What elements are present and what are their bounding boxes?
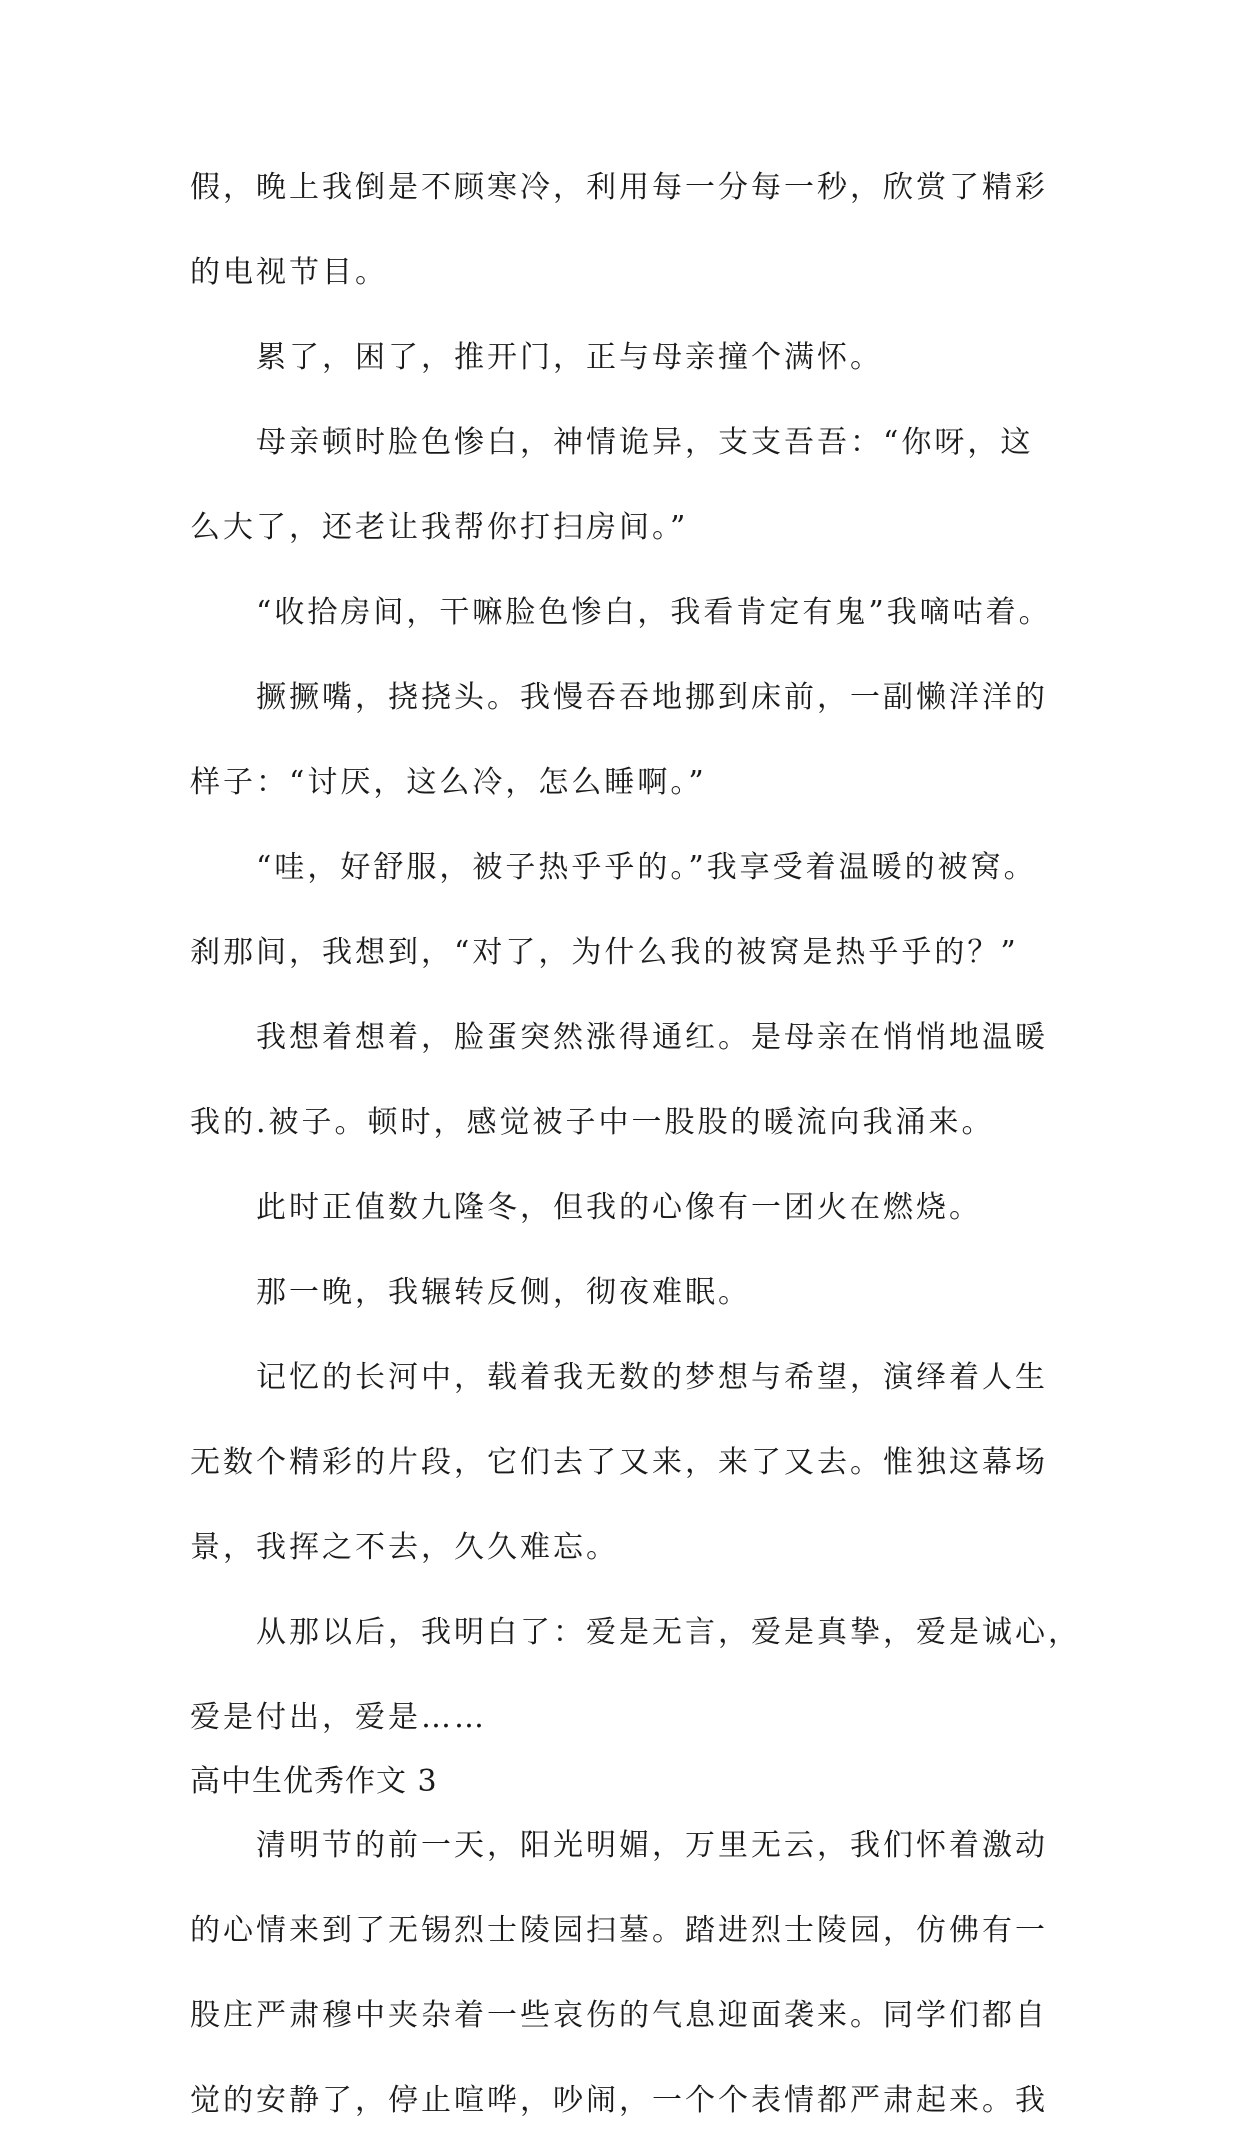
text-line: 此时正值数九隆冬，但我的心像有一团火在燃烧。 <box>256 1190 982 1225</box>
text-line: 我想着想着，脸蛋突然涨得通红。是母亲在悄悄地温暖 <box>256 1020 1048 1055</box>
paragraph <box>190 670 1060 811</box>
paragraph <box>190 1818 1060 2129</box>
text-line: 爱是付出，爱是…… <box>190 1700 487 1735</box>
text-line: “收拾房间，干嘛脸色惨白，我看肯定有鬼”我嘀咕着。 <box>256 595 1052 630</box>
text-line: 累了，困了，推开门，正与母亲撞个满怀。 <box>256 340 883 375</box>
paragraph <box>190 1010 1060 1151</box>
text-line: 无数个精彩的片段，它们去了又来，来了又去。惟独这幕场 <box>190 1445 1048 1480</box>
text-line: 撅撅嘴，挠挠头。我慢吞吞地挪到床前，一副懒洋洋的 <box>256 680 1048 715</box>
text-line: 景，我挥之不去，久久难忘。 <box>190 1530 619 1565</box>
document-page <box>190 160 1081 2129</box>
paragraph <box>190 330 1060 386</box>
text-line: 样子：“讨厌，这么冷，怎么睡啊。” <box>190 765 707 800</box>
paragraph <box>190 1265 1060 1321</box>
paragraph <box>190 1350 1060 1576</box>
text-line: 我的.被子。顿时，感觉被子中一股股的暖流向我涌来。 <box>190 1105 995 1140</box>
text-line: 的电视节目。 <box>190 255 388 290</box>
text-line: 记忆的长河中，载着我无数的梦想与希望，演绎着人生 <box>256 1360 1048 1395</box>
paragraph <box>190 415 1060 556</box>
text-line: 清明节的前一天，阳光明媚，万里无云，我们怀着激动 <box>256 1828 1048 1863</box>
text-line: 假，晚上我倒是不顾寒冷，利用每一分每一秒，欣赏了精彩 <box>190 170 1048 205</box>
paragraph <box>190 160 1060 301</box>
text-line: 的心情来到了无锡烈士陵园扫墓。踏进烈士陵园，仿佛有一 <box>190 1913 1048 1948</box>
text-line: 那一晚，我辗转反侧，彻夜难眠。 <box>256 1275 751 1310</box>
text-line: 股庄严肃穆中夹杂着一些哀伤的气息迎面袭来。同学们都自 <box>190 1998 1048 2033</box>
section-heading: 高中生优秀作文 3 <box>190 1764 438 1799</box>
paragraph <box>190 1180 1060 1236</box>
paragraph <box>190 1605 1081 1746</box>
text-line: 母亲顿时脸色惨白，神情诡异，支支吾吾：“你呀，这 <box>256 425 1034 460</box>
text-line: 刹那间，我想到，“对了，为什么我的被窝是热乎乎的？” <box>190 935 1019 970</box>
text-line: 么大了，还老让我帮你打扫房间。” <box>190 510 689 545</box>
text-line: “哇，好舒服，被子热乎乎的。”我享受着温暖的被窝。 <box>256 850 1037 885</box>
text-line: 觉的安静了，停止喧哗，吵闹，一个个表情都严肃起来。我 <box>190 2083 1048 2118</box>
paragraph <box>190 840 1060 981</box>
text-line: 从那以后，我明白了：爱是无言，爱是真挚，爱是诚心， <box>256 1615 1081 1650</box>
paragraph <box>190 585 1060 641</box>
